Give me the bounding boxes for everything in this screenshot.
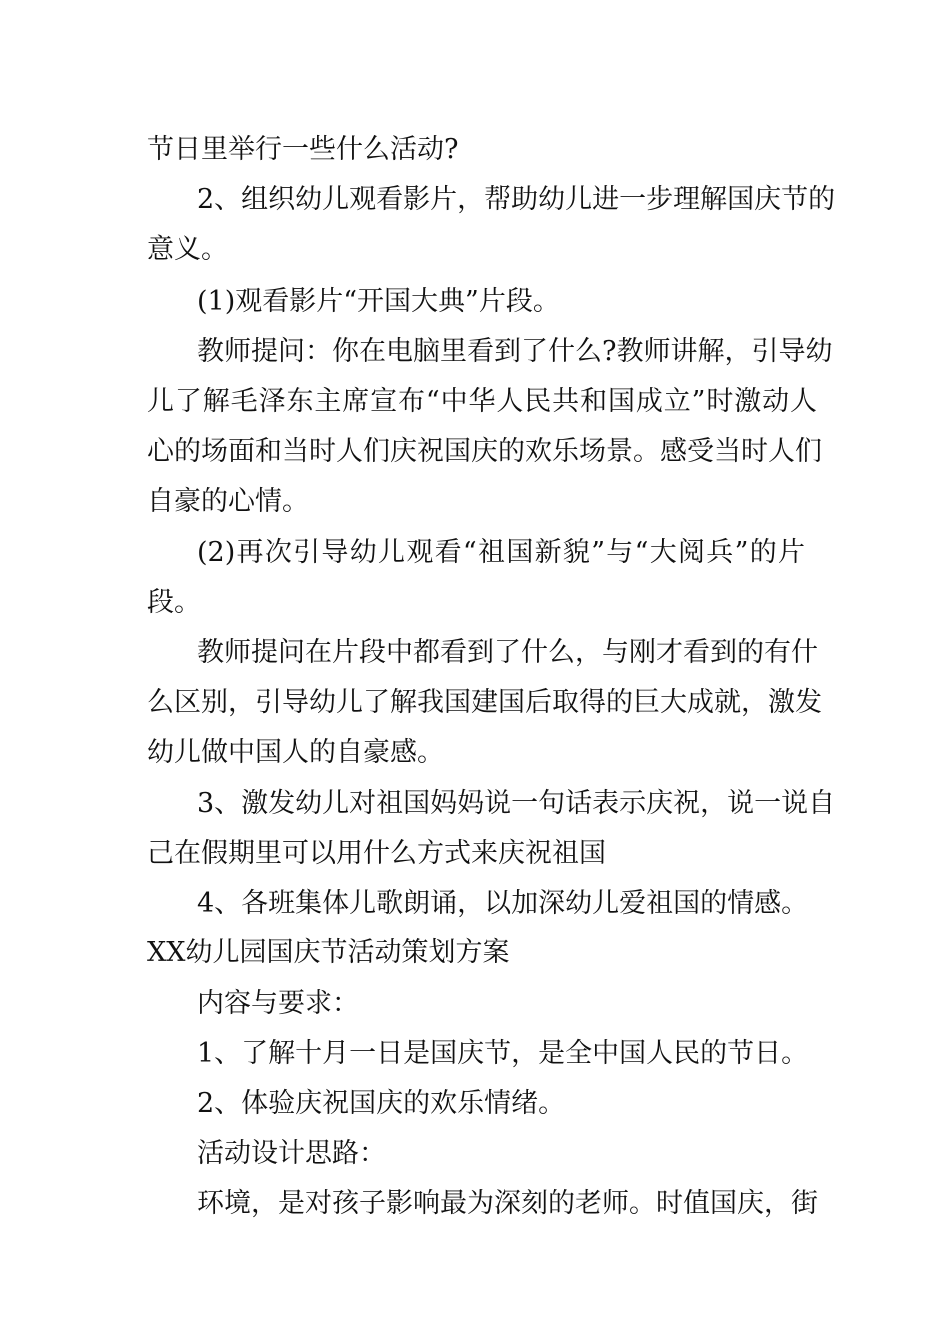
text-line: 教师提问在片段中都看到了什么，与刚才看到的有什 [197, 637, 818, 668]
text-line: 么区别，引导幼儿了解我国建国后取得的巨大成就，激发 [147, 687, 822, 718]
text-line: 2、组织幼儿观看影片，帮助幼儿进一步理解国庆节的 [197, 184, 836, 215]
text-line: (1)观看影片“开国大典”片段。 [197, 286, 560, 317]
text-line: 3、激发幼儿对祖国妈妈说一句话表示庆祝，说一说自 [197, 788, 836, 819]
section-heading: XX幼儿园国庆节活动策划方案 [147, 937, 510, 968]
text-line: 自豪的心情。 [147, 486, 309, 517]
text-line: 1、了解十月一日是国庆节，是全中国人民的节日。 [197, 1038, 809, 1069]
text-line: 内容与要求： [197, 988, 359, 1019]
text-line: 活动设计思路： [197, 1138, 386, 1169]
text-line: 段。 [147, 587, 201, 618]
text-line: 节日里举行一些什么活动? [147, 134, 459, 165]
text-line: 意义。 [147, 234, 228, 265]
text-line: 己在假期里可以用什么方式来庆祝祖国 [147, 838, 606, 869]
text-line: 环境，是对孩子影响最为深刻的老师。时值国庆，街 [197, 1188, 818, 1219]
text-line: 2、体验庆祝国庆的欢乐情绪。 [197, 1088, 566, 1119]
text-line: 幼儿做中国人的自豪感。 [147, 737, 444, 768]
text-line: 4、各班集体儿歌朗诵，以加深幼儿爱祖国的情感。 [197, 888, 809, 919]
text-line: 儿了解毛泽东主席宣布“中华人民共和国成立”时激动人 [147, 386, 817, 417]
text-line: 教师提问：你在电脑里看到了什么?教师讲解，引导幼 [197, 336, 833, 367]
text-line: (2)再次引导幼儿观看“祖国新貌”与“大阅兵”的片 [197, 537, 805, 568]
text-line: 心的场面和当时人们庆祝国庆的欢乐场景。感受当时人们 [147, 436, 822, 467]
